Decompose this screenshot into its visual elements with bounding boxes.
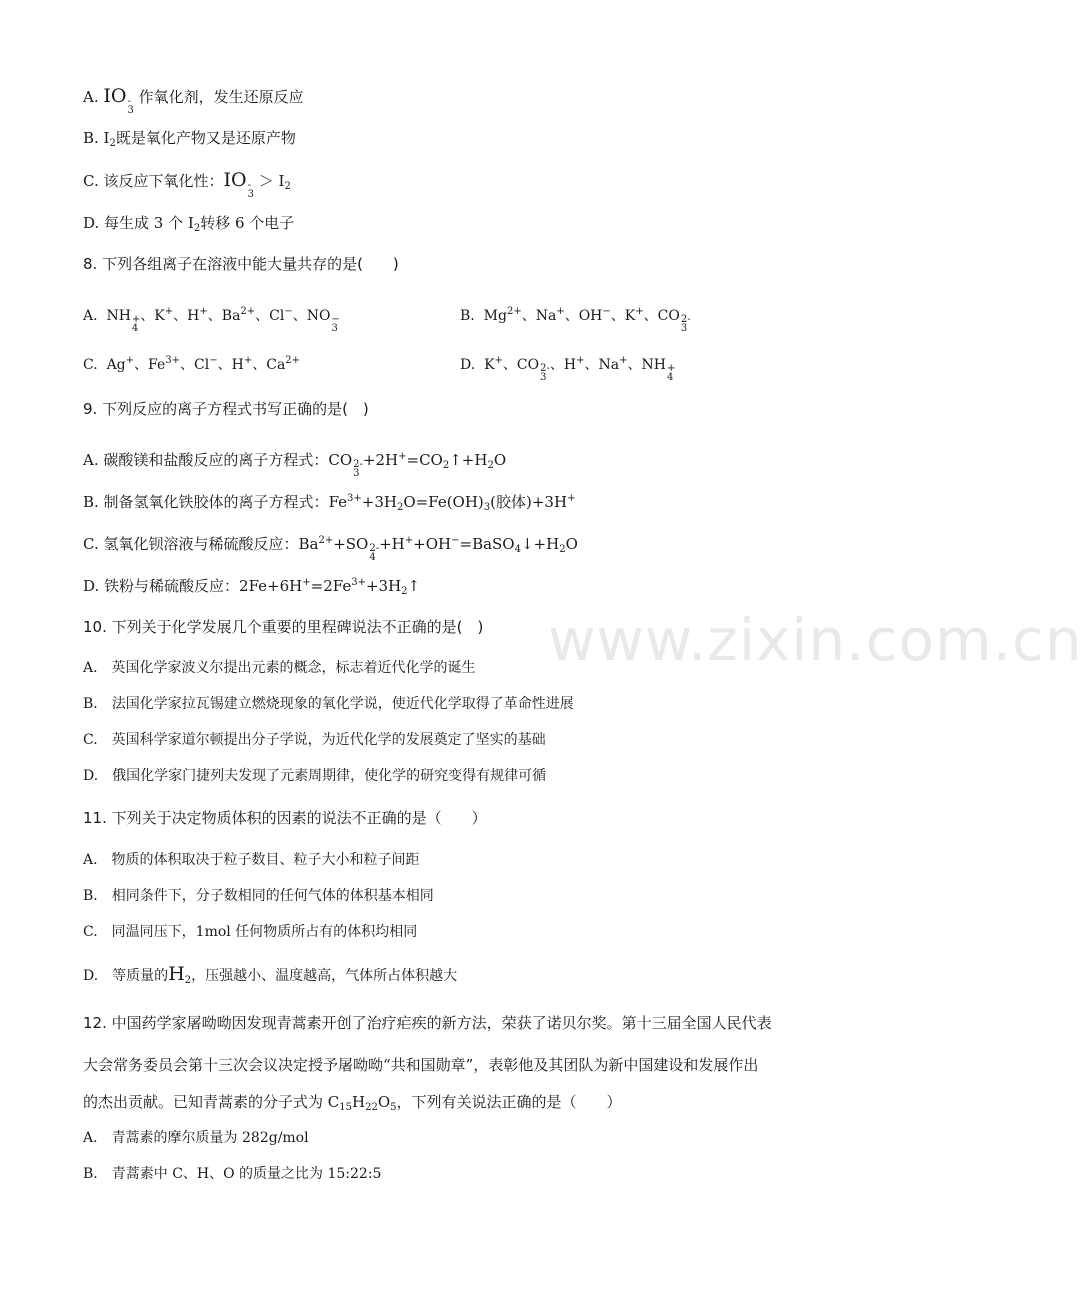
q9-option-b: B. 制备氢氧化铁胶体的离子方程式：$Fe^{3+}+3H_2O=Fe(OH)_3$(胶体)+3H+ <box>83 493 576 513</box>
q10-option-d: D. 俄国化学家门捷列夫发现了元素周期律，使化学的研究变得有规律可循 <box>83 768 547 784</box>
q12-stem-line2: 大会常务委员会第十三次会议决定授予屠呦呦“共和国勋章”，表彰他及其团队为新中国建设和发展作出 <box>83 1056 759 1074</box>
q8-option-c: C. Ag+、$Fe^{3+}$、Cl−、H+、$Ca^{2+}$ <box>83 355 301 373</box>
q11-option-c: C. 同温同压下，1mol 任何物质所占有的体积均相同 <box>83 924 418 940</box>
watermark: www.zixin.com.cn <box>548 606 1083 674</box>
q9-option-d: D. 铁粉与稀硫酸反应：$2Fe+6H^+=2Fe^{3+}+3H_2↑$ <box>83 577 421 597</box>
q9-stem: 9. 下列反应的离子方程式书写正确的是( ) <box>83 400 369 418</box>
q11-option-d: D. 等质量的$H_2$，压强越小、温度越高，气体所占体积越大 <box>83 963 458 986</box>
q10-option-b: B. 法国化学家拉瓦锡建立燃烧现象的氧化学说，使近代化学取得了革命性进展 <box>83 696 574 712</box>
q10-stem: 10. 下列关于化学发展几个重要的里程碑说法不正确的是( ) <box>83 618 484 636</box>
q12-option-b: B. 青蒿素中 C、H、O 的质量之比为 15:22:5 <box>83 1166 382 1182</box>
q8-stem: 8. 下列各组离子在溶液中能大量共存的是( ) <box>83 255 399 273</box>
q12-option-a: A. 青蒿素的摩尔质量为 282g/mol <box>83 1130 309 1146</box>
q7-option-a: A. IO - 3 作氧化剂，发生还原反应 <box>83 85 304 116</box>
q7-option-c: C. 该反应下氧化性：IO - 3 ＞ $I_2$ <box>83 169 291 200</box>
q9-option-a: A. 碳酸镁和盐酸反应的离子方程式：CO 2- 3 $+2H^+=CO_2↑+H_2O$ <box>83 451 507 479</box>
q11-option-b: B. 相同条件下，分子数相同的任何气体的体积基本相同 <box>83 888 434 904</box>
q12-stem-line1: 12. 中国药学家屠呦呦因发现青蒿素开创了治疗疟疾的新方法，荣获了诺贝尔奖。第十三届全国人民代表 <box>83 1014 772 1032</box>
q8-option-b: B. $Mg^{2+}$、Na+、OH−、K+、CO 2- 3 <box>460 306 691 334</box>
q7-option-d: D. 每生成 3 个 $I_2$转移 6 个电子 <box>83 214 295 234</box>
q10-option-a: A. 英国化学家波义尔提出元素的概念，标志着近代化学的诞生 <box>83 660 476 676</box>
q7-option-b: B. $I_2$既是氧化产物又是还原产物 <box>83 129 296 149</box>
q10-option-c: C. 英国科学家道尔顿提出分子学说，为近代化学的发展奠定了坚实的基础 <box>83 732 546 748</box>
q8-option-d: D. K+、CO 2- 3 、H+、Na+、NH + 4 <box>460 355 676 383</box>
q9-option-c: C. 氢氧化钡溶液与稀硫酸反应：$Ba^{2+}+SO$ 2- 4 $+H^++OH^-=BaSO_4↓+H_2O$ <box>83 535 578 563</box>
q11-option-a: A. 物质的体积取决于粒子数目、粒子大小和粒子间距 <box>83 852 420 868</box>
q12-stem-line3: 的杰出贡献。已知青蒿素的分子式为 $C_{15}H_{22}O_5$，下列有关说法正确的是（ ） <box>83 1093 622 1113</box>
q11-stem: 11. 下列关于决定物质体积的因素的说法不正确的是（ ） <box>83 809 487 827</box>
q8-option-a: A. NH + 4 、K+、H+、$Ba^{2+}$、Cl−、NO − 3 <box>83 306 340 334</box>
